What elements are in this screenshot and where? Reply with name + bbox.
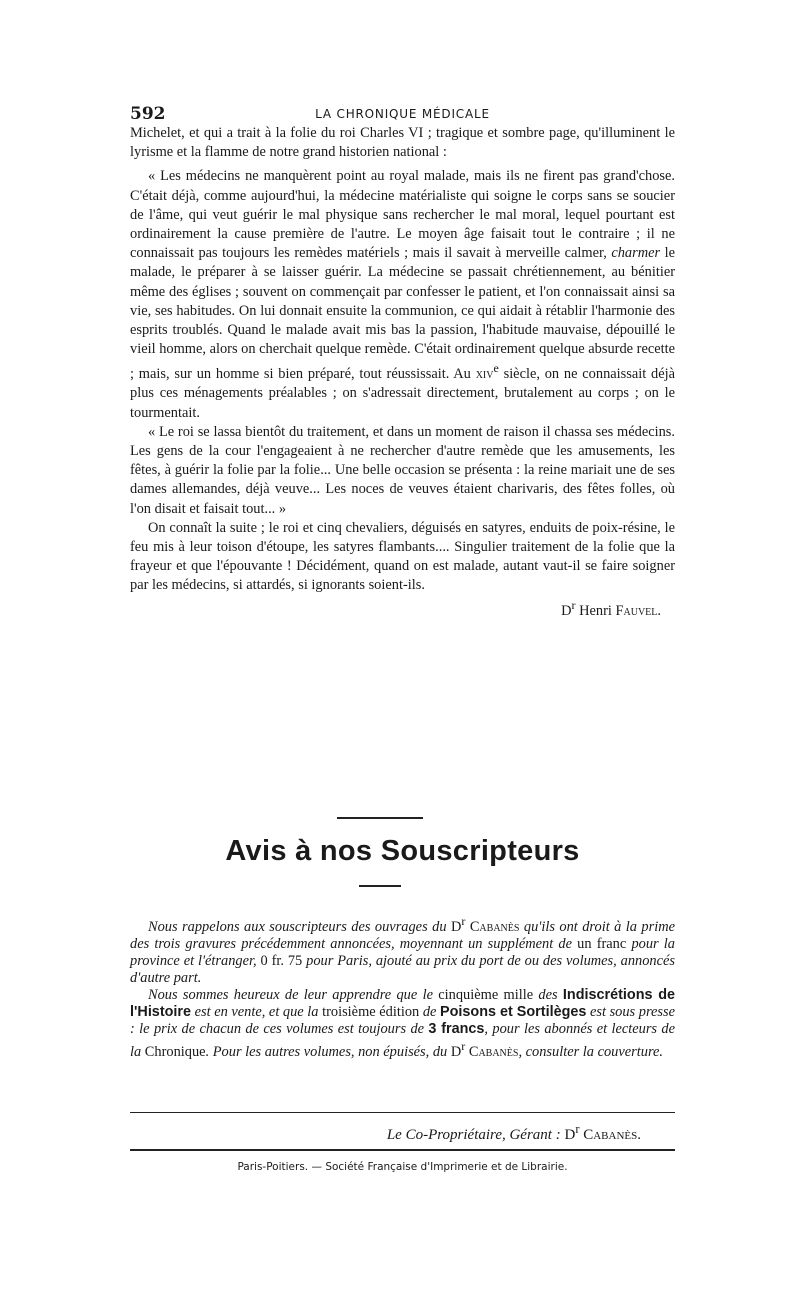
gerant-line: Le Co-Propriétaire, Gérant : $D^r$ Cabanès. bbox=[386, 1122, 641, 1143]
paragraph-3: « Le roi se lassa bientôt du traitement, et dans un moment de raison il chassa ses médecins. Les gens de la cour l'engageaient à ne rechercher d'autre remède que les amusements, les fêtes, à guérir la folie par la folie... Une belle occasion se présenta : la reine mariait une de ses dames allemandes, déjà veuve... Les noces de veuves étaient charivaris, des fêtes folles, où l'on disait et faisait tout... » bbox=[130, 423, 675, 517]
book-title-poisons: Poisons et Sortilèges bbox=[440, 1003, 587, 1020]
divider-bottom bbox=[359, 885, 401, 887]
paragraph-2: « Les médecins ne manquèrent point au royal malade, mais ils ne firent pas grand'chose. C'était déjà, comme aujourd'hui, la médecine matérialiste qui soigne le corps sans se soucier de l'âme, qui veut guérir le mal physique sans rechercher le mal moral, lequel pourtant est ordinairement la cause première de l'autre. Le moyen âge faisait tout le contraire ; il ne connaissait pas toujours les remèdes matériels ; mais il savait à merveille calmer, charmer le malade, le préparer à se laisser guérir. La médecine se passait chrétiennement, au bénitier même des églises ; souvent on commençait par confesser le patient, et l'on connaissait ainsi sa vie, ses habitudes. On lui donnait ensuite la communion, ce qui aidait à rétablir l'harmonie des esprits troublés. Quand le malade avait mis bas la passion, l'habitude mauvaise, dépouillé le vieil homme, alors on cherchait quelque remède. C'était ordinairement quelque absurde recette ; mais, sur un homme si bien préparé, tout réussissait. Au xiv$^e$ siècle, on ne connaissait déjà plus ces ménagements préalables ; on s'adressait directement, brutalement au corps ; on le tourmentait. bbox=[130, 168, 675, 421]
subscriber-notice bbox=[130, 913, 675, 1061]
century-numeral: xiv bbox=[475, 366, 494, 383]
page-header bbox=[130, 104, 675, 126]
notice-paragraph-2: Nous sommes heureux de leur apprendre que le cinquième mille des Indiscrétions de l'Histoire est en vente, et que la troisième édition de Poisons et Sortilèges est sous presse : le prix de chacun de ces volumes est toujours de 3 francs, pour les abonnés et lecteurs de la Chronique. Pour les autres volumes, non épuisés, du $D^r$ Cabanès, consulter la couverture. bbox=[130, 986, 676, 1060]
rule-below-gerant bbox=[130, 1149, 675, 1151]
page bbox=[130, 0, 675, 1314]
rule-above-gerant bbox=[130, 1112, 675, 1113]
section-title: Avis à nos Souscripteurs bbox=[225, 835, 580, 867]
paragraph-4: On connaît la suite ; le roi et cinq chevaliers, déguisés en satyres, enduits de poix-résine, le feu mis à leur toison d'étoupe, les satyres flambants.... Singulier traitement de la folie que la frayeur et que l'épouvante ! Décidément, quand on est malade, autant vaut-il se faire soigner par les médecins, si attardés, si ignorants soient-ils. bbox=[130, 519, 675, 594]
page-number: 592 bbox=[130, 104, 166, 124]
article-body bbox=[130, 124, 675, 621]
divider-top bbox=[337, 817, 423, 819]
imprint-footer: Paris-Poitiers. — Société Française d'Imprimerie et de Librairie. bbox=[237, 1161, 568, 1173]
author-signature: $D^r$ Henri Fauvel. bbox=[561, 597, 661, 619]
paragraph-1: Michelet, et qui a trait à la folie du roi Charles VI ; tragique et sombre page, qu'illuminent le lyrisme et la flamme de notre grand historien national : bbox=[130, 125, 675, 161]
notice-paragraph-1: Nous rappelons aux souscripteurs des ouvrages du $D^r$ Cabanès qu'ils ont droit à la prime des trois gravures précédemment annoncées, moyennant un supplément de un franc pour la province et l'étranger, 0 fr. 75 pour Paris, ajouté au prix du port de ou des volumes, annoncés d'autre part. bbox=[130, 914, 676, 986]
book-title-indiscretions: Indiscrétions de l'Histoire bbox=[130, 986, 675, 1020]
running-title: LA CHRONIQUE MÉDICALE bbox=[315, 107, 490, 121]
emphasis-charmer: charmer bbox=[611, 245, 661, 262]
